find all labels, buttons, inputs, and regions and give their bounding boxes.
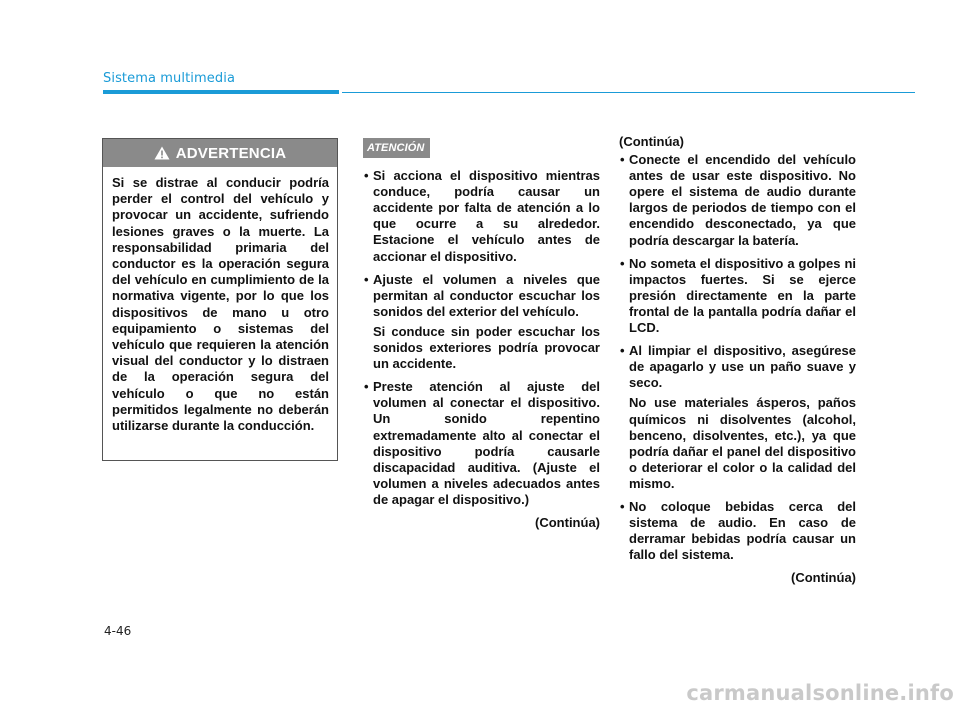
page-number: 4-46 bbox=[104, 624, 132, 638]
caution-column bbox=[363, 138, 600, 531]
list-item bbox=[619, 343, 856, 492]
warning-title: ADVERTENCIA bbox=[175, 144, 287, 162]
caution-item-text: Ajuste el volumen a niveles que permitan al conductor escuchar los sonidos del exterior del vehículo. bbox=[373, 271, 600, 319]
list-item bbox=[363, 379, 600, 508]
caution-item-extra: Si conduce sin poder escuchar los sonidos exteriores podría provocar un accidente. bbox=[373, 323, 600, 372]
bullet: • bbox=[364, 379, 369, 395]
warning-body: Si se distrae al conducir podría perder el control del vehículo y provocar un accidente, sufriendo lesiones graves o la muerte. La responsabilidad primaria del conductor es la operación segura del vehículo en cumplimiento de la normativa vigente, por lo que los dispositivos de mano u otro equipamiento o sistemas del vehículo que requieren la atención visual del conductor y lo distraen de la operación segura del vehículo o que no están permitidos legalmente no deberán utilizarse durante la conducción. bbox=[112, 175, 329, 434]
caution-item-text: Conecte el encendido del vehículo antes de usar este dispositivo. No opere el sistema de audio durante largos de periodos de tiempo con el encendido desconectado, ya que podría descargar la batería. bbox=[629, 152, 856, 248]
continued-label: (Continúa) bbox=[791, 570, 856, 586]
list-item bbox=[619, 499, 856, 563]
continued-label: (Continúa) bbox=[535, 514, 600, 530]
caution-item-text: Si acciona el dispositivo mientras conduce, podría causar un accidente por falta de atención a lo que ocurre a su alrededor. Estacione el vehículo antes de accionar el dispositivo. bbox=[373, 168, 600, 264]
list-item bbox=[363, 168, 600, 265]
bullet: • bbox=[620, 343, 625, 359]
caution-label: ATENCIÓN bbox=[363, 138, 430, 158]
bullet: • bbox=[364, 168, 369, 184]
bullet: • bbox=[620, 498, 625, 514]
caution-list bbox=[363, 168, 600, 508]
list-item bbox=[363, 272, 600, 373]
caution-item-text: Al limpiar el dispositivo, asegúrese de apagarlo y use un paño suave y seco. bbox=[629, 343, 856, 391]
caution-item-text: No coloque bebidas cerca del sistema de audio. En caso de derramar bebidas podría causar un fallo del sistema. bbox=[629, 498, 856, 563]
warning-triangle-icon bbox=[154, 146, 170, 160]
warning-box bbox=[102, 138, 338, 461]
bullet: • bbox=[620, 255, 625, 271]
watermark: carmanualsonline.info bbox=[686, 681, 954, 705]
section-title: Sistema multimedia bbox=[103, 71, 236, 86]
continued-top-label: (Continúa) bbox=[619, 134, 684, 149]
list-item bbox=[619, 256, 856, 336]
header-rule-thick bbox=[103, 90, 339, 94]
caution-continued-list bbox=[619, 152, 856, 563]
list-item bbox=[619, 152, 856, 249]
caution-item-extra: No use materiales ásperos, paños químicos ni disolventes (alcohol, benceno, disolventes, etc.), ya que podría dañar el panel del dispositivo o deteriorar el color o la calidad del mismo. bbox=[629, 395, 856, 491]
caution-item-text: No someta el dispositivo a golpes ni impactos fuertes. Si se ejerce presión directamente en la parte frontal de la pantalla podría dañar el LCD. bbox=[629, 255, 856, 336]
caution-item-text: Preste atención al ajuste del volumen al conectar el dispositivo. Un sonido repentino extremadamente alto al conectar el dispositivo podría causarle discapacidad auditiva. (Ajuste el volumen a niveles adecuados antes de apagar el dispositivo.) bbox=[373, 379, 600, 507]
bullet: • bbox=[620, 152, 625, 168]
warning-header bbox=[103, 139, 337, 167]
bullet: • bbox=[364, 271, 369, 287]
header-rule-thin bbox=[342, 92, 915, 93]
caution-continued-column bbox=[619, 134, 856, 586]
